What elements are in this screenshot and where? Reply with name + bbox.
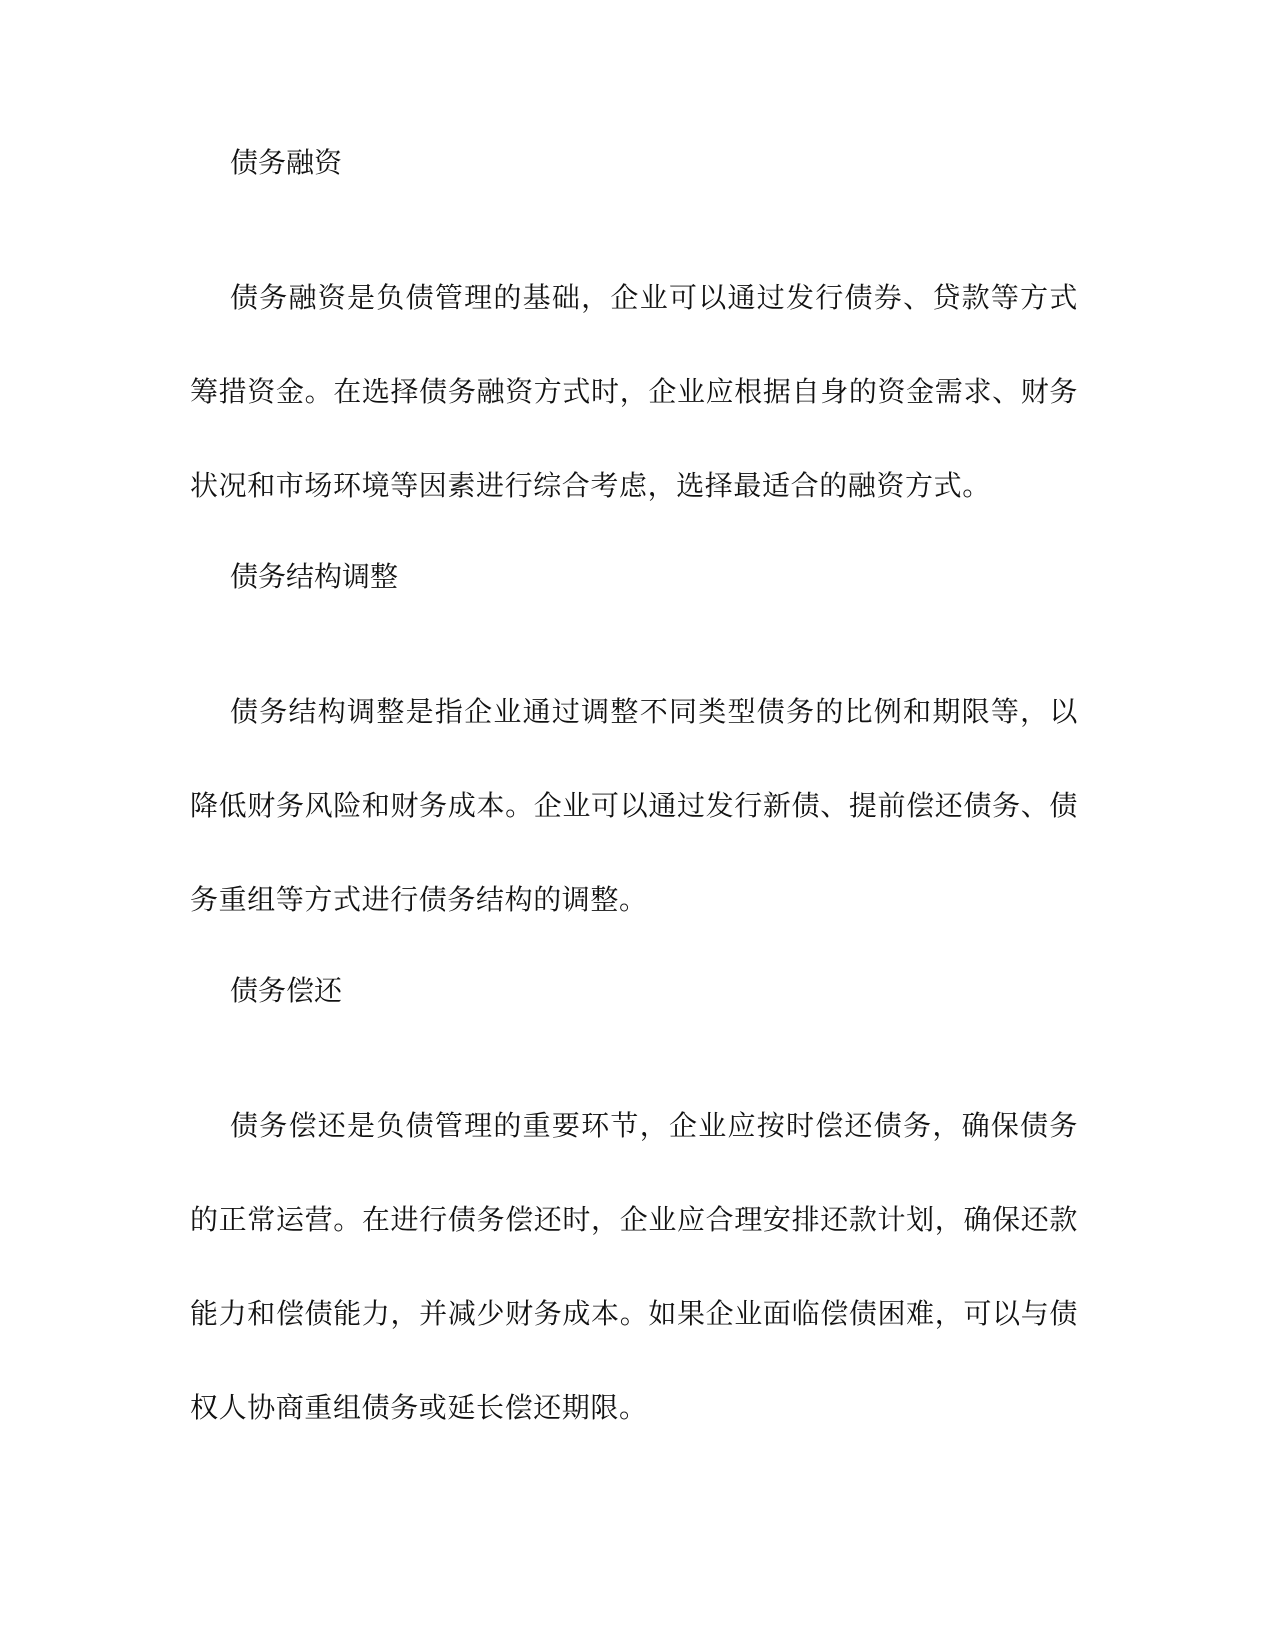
section-paragraph: 债务融资是负债管理的基础，企业可以通过发行债券、贷款等方式筹措资金。在选择债务融资方式时，企业应根据自身的资金需求、财务状况和市场环境等因素进行综合考虑，选择最适合的融资方式。 xyxy=(190,281,1078,502)
section-heading: 债务融资 xyxy=(230,146,343,179)
section-heading: 债务结构调整 xyxy=(230,560,399,593)
document-body xyxy=(190,146,1078,1455)
section-paragraph: 债务偿还是负债管理的重要环节，企业应按时偿还债务，确保债务的正常运营。在进行债务偿还时，企业应合理安排还款计划，确保还款能力和偿债能力，并减少财务成本。如果企业面临偿债困难，可以与债权人协商重组债务或延长偿还期限。 xyxy=(190,1109,1078,1424)
section-paragraph: 债务结构调整是指企业通过调整不同类型债务的比例和期限等，以降低财务风险和财务成本。企业可以通过发行新债、提前偿还债务、债务重组等方式进行债务结构的调整。 xyxy=(190,695,1078,916)
section-heading: 债务偿还 xyxy=(230,974,343,1007)
